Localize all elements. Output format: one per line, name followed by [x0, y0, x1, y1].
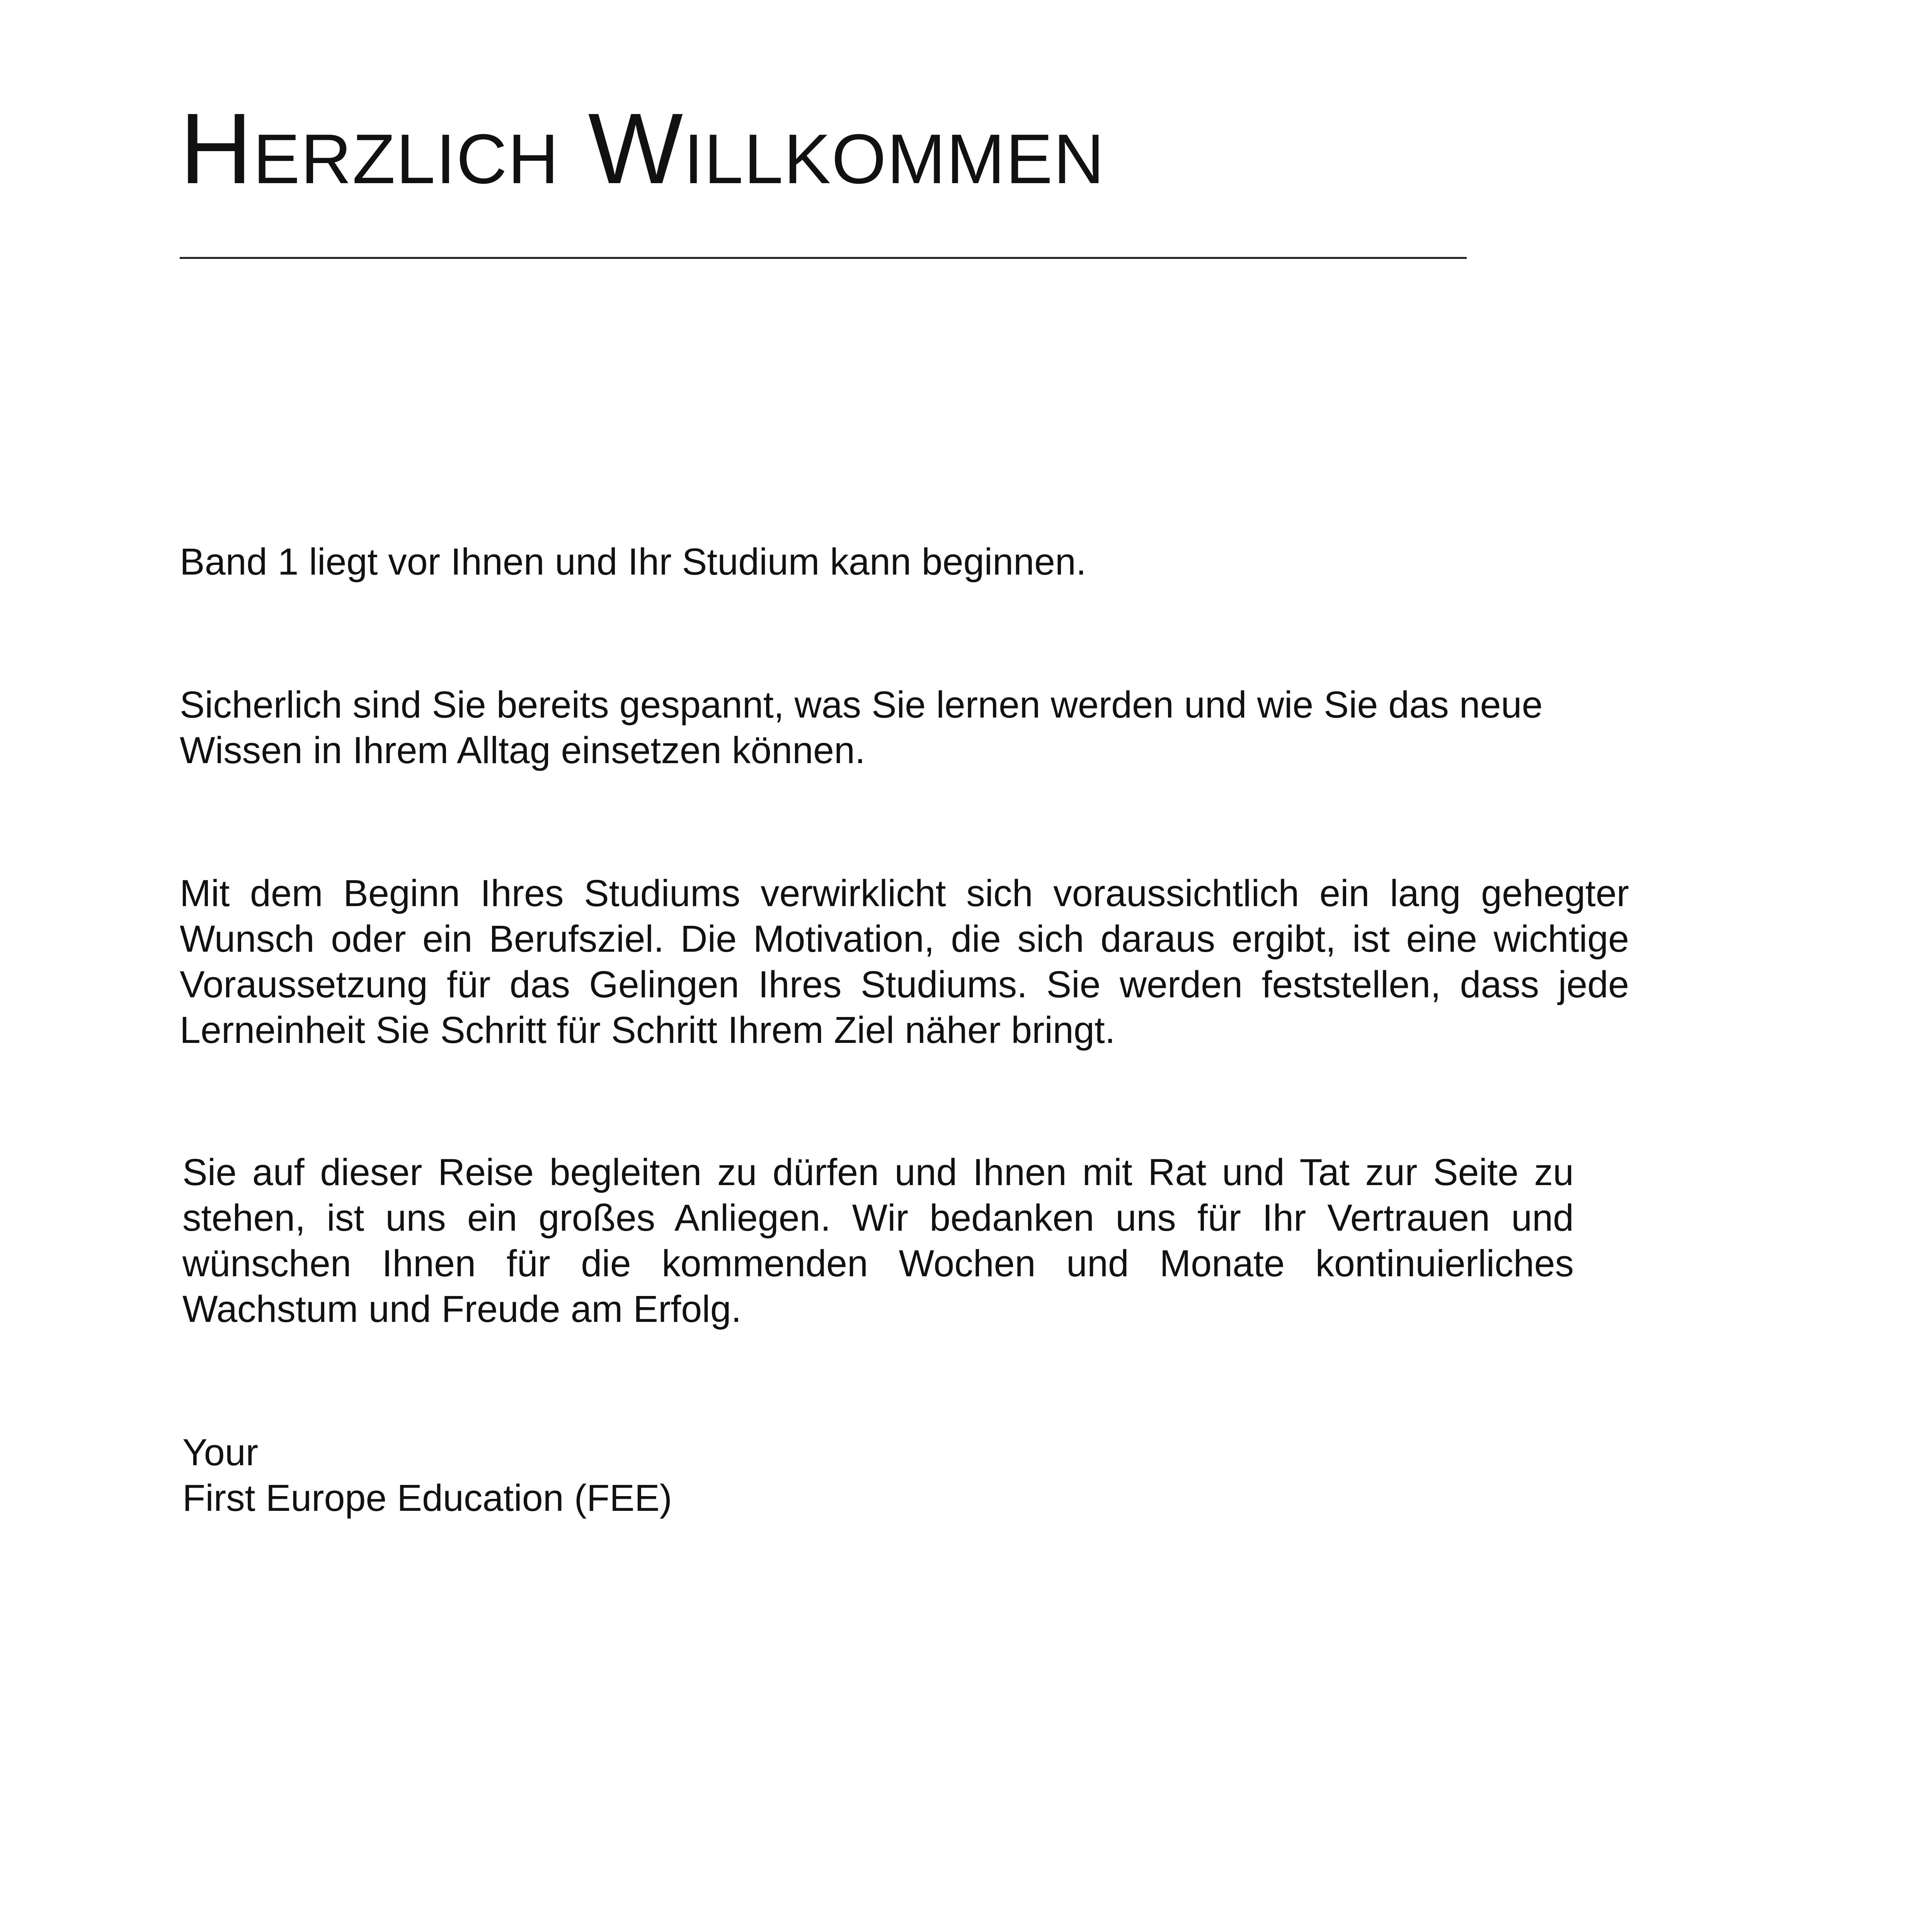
closing-block	[182, 1430, 672, 1521]
paragraph-expectation: Sicherlich sind Sie bereits gespannt, was Sie lernen werden und wie Sie das neue Wissen in Ihrem Alltag einsetzen können.	[180, 684, 1543, 771]
closing-signature: First Europe Education (FEE)	[182, 1477, 672, 1519]
title-divider	[180, 257, 1467, 259]
closing-salutation: Your	[182, 1431, 258, 1473]
page-title: Herzlich Willkommen	[180, 93, 1105, 205]
paragraph-thanks: Sie auf dieser Reise begleiten zu dürfen und Ihnen mit Rat und Tat zur Seite zu stehen, ist uns ein großes Anliegen. Wir bedanken uns für Ihr Vertrauen und wünschen Ihnen für die kommenden Wochen und Monate kontinuierliches Wachstum und Freude am Erfolg.	[182, 1151, 1574, 1330]
paragraph-motivation: Mit dem Beginn Ihres Studiums verwirklicht sich voraussichtlich ein lang gehegter Wunsch oder ein Berufsziel. Die Motivation, die sich daraus ergibt, ist eine wichtige Voraussetzung für das Gelingen Ihres Studiums. Sie werden feststellen, dass jede Lerneinheit Sie Schritt für Schritt Ihrem Ziel näher bringt.	[180, 872, 1629, 1051]
paragraph-intro: Band 1 liegt vor Ihnen und Ihr Studium kann beginnen.	[180, 541, 1086, 583]
